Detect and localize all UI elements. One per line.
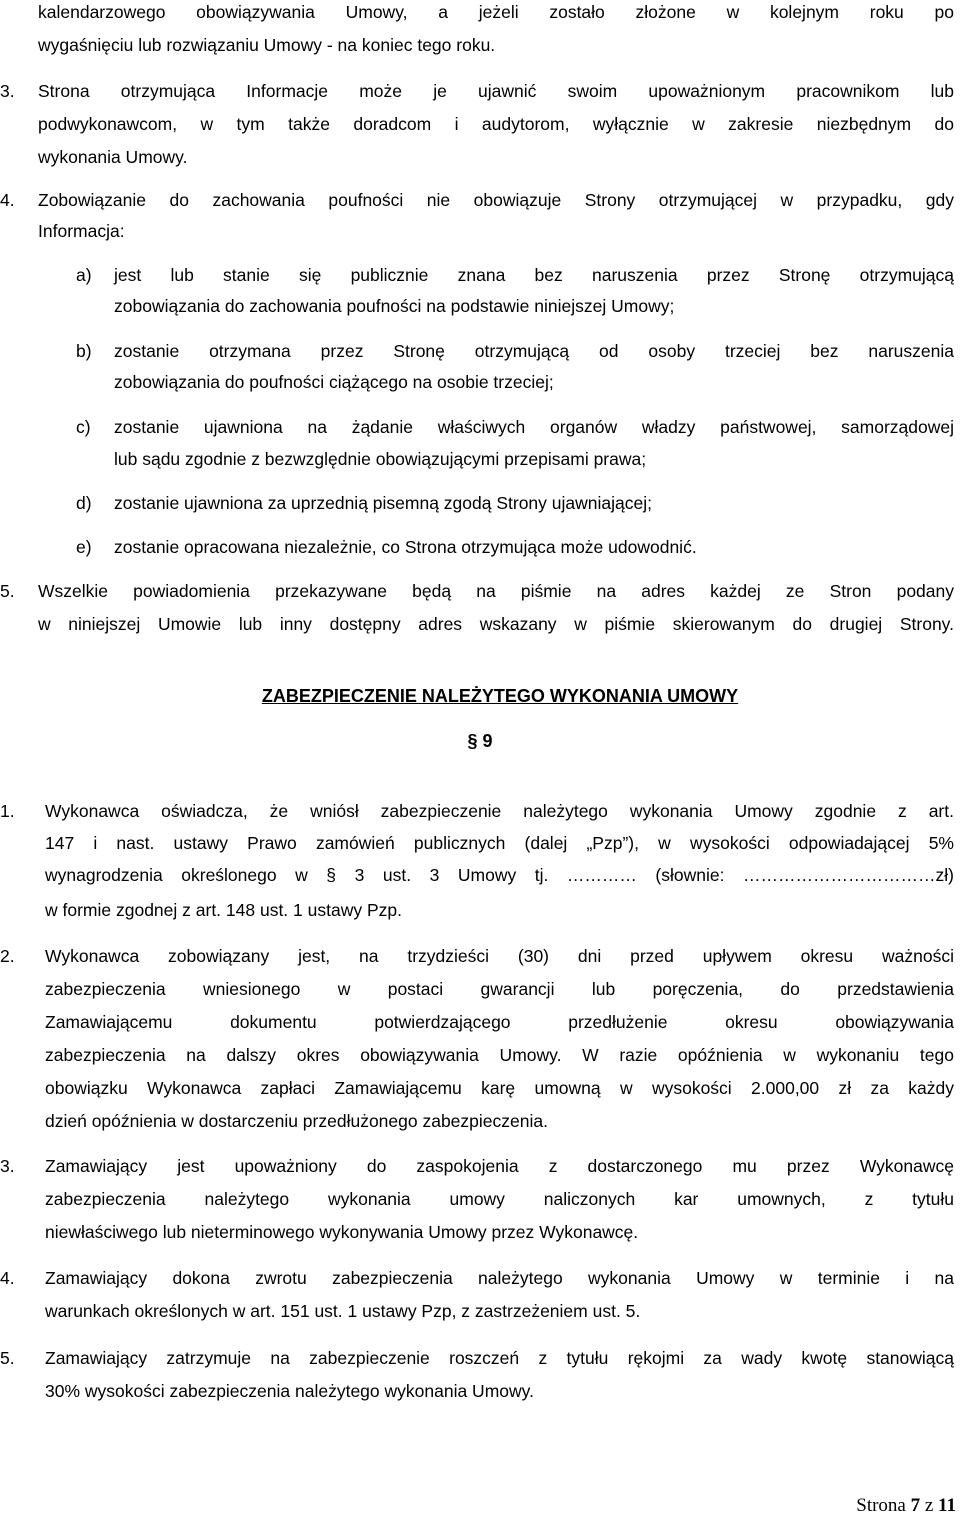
item-letter: a) bbox=[76, 265, 92, 285]
paragraph-line: Zamawiający zatrzymuje na zabezpieczenie roszczeń z tytułu rękojmi za wady kwotę stanowiącą bbox=[45, 1348, 954, 1368]
paragraph-number: 3. bbox=[0, 1156, 15, 1176]
paragraph-line: wygaśnięciu lub rozwiązaniu Umowy - na koniec tego roku. bbox=[38, 35, 496, 55]
paragraph-line: obowiązku Wykonawca zapłaci Zamawiającemu karę umowną w wysokości 2.000,00 zł za każdy bbox=[45, 1078, 954, 1098]
page-label: Strona bbox=[856, 1495, 906, 1516]
paragraph-line: Strona otrzymująca Informacje może je ujawnić swoim upoważnionym pracownikom lub bbox=[38, 81, 954, 101]
paragraph-line: Informacja: bbox=[38, 221, 125, 241]
paragraph-line: dzień opóźnienia w dostarczeniu przedłużonego zabezpieczenia. bbox=[45, 1111, 548, 1131]
item-line: lub sądu zgodnie z bezwzględnie obowiązującymi przepisami prawa; bbox=[114, 449, 647, 469]
paragraph-line: 147 i nast. ustawy Prawo zamówień publicznych (dalej „Pzp”), w wysokości odpowiadającej 5% bbox=[45, 833, 954, 853]
paragraph-line: Zamawiający jest upoważniony do zaspokojenia z dostarczonego mu przez Wykonawcę bbox=[45, 1156, 954, 1176]
item-letter: d) bbox=[76, 493, 92, 513]
paragraph-line: podwykonawcom, w tym także doradcom i audytorom, wyłącznie w zakresie niezbędnym do bbox=[38, 114, 954, 134]
paragraph-line: Zamawiający dokona zwrotu zabezpieczenia należytego wykonania Umowy w terminie i na bbox=[45, 1268, 954, 1288]
paragraph-line: kalendarzowego obowiązywania Umowy, a jeżeli zostało złożone w kolejnym roku po bbox=[38, 2, 954, 22]
paragraph-line: Zobowiązanie do zachowania poufności nie obowiązuje Strony otrzymującej w przypadku, gdy bbox=[38, 190, 954, 210]
item-line: zobowiązania do zachowania poufności na podstawie niniejszej Umowy; bbox=[114, 296, 675, 316]
paragraph-number: 5. bbox=[0, 581, 15, 601]
item-line: zostanie otrzymana przez Stronę otrzymującą od osoby trzeciej bez naruszenia bbox=[114, 341, 954, 361]
paragraph-line: Zamawiającemu dokumentu potwierdzającego przedłużenie okresu obowiązywania bbox=[45, 1012, 954, 1032]
paragraph-line: niewłaściwego lub nieterminowego wykonywania Umowy przez Wykonawcę. bbox=[45, 1222, 639, 1242]
paragraph-number: 4. bbox=[0, 1268, 15, 1288]
paragraph-line: Wszelkie powiadomienia przekazywane będą na piśmie na adres każdej ze Stron podany bbox=[38, 581, 954, 601]
item-letter: c) bbox=[76, 417, 91, 437]
paragraph-line: w niniejszej Umowie lub inny dostępny adres wskazany w piśmie skierowanym do drugiej Strony. bbox=[38, 614, 954, 634]
paragraph-line: zabezpieczenia należytego wykonania umowy naliczonych kar umownych, z tytułu bbox=[45, 1189, 954, 1209]
item-line: zostanie ujawniona za uprzednią pisemną zgodą Strony ujawniającej; bbox=[114, 493, 652, 513]
paragraph-line: wynagrodzenia określonego w § 3 ust. 3 Umowy tj. ………… (słownie: ……………………………zł) bbox=[45, 865, 954, 885]
paragraph-number: 3. bbox=[0, 81, 15, 101]
paragraph-line: wykonania Umowy. bbox=[38, 147, 188, 167]
item-letter: b) bbox=[76, 341, 92, 361]
paragraph-number: 4. bbox=[0, 190, 15, 210]
paragraph-line: zabezpieczenia na dalszy okres obowiązywania Umowy. W razie opóźnienia w wykonaniu tego bbox=[45, 1045, 954, 1065]
paragraph-number: 2. bbox=[0, 946, 15, 966]
item-line: zostanie ujawniona na żądanie właściwych organów władzy państwowej, samorządowej bbox=[114, 417, 954, 437]
paragraph-line: zabezpieczenia wniesionego w postaci gwarancji lub poręczenia, do przedstawienia bbox=[45, 979, 954, 999]
item-letter: e) bbox=[76, 537, 92, 557]
paragraph-line: w formie zgodnej z art. 148 ust. 1 ustawy Pzp. bbox=[45, 900, 402, 920]
page-current: 7 bbox=[910, 1495, 921, 1516]
section-number: § 9 bbox=[467, 731, 493, 751]
item-line: zobowiązania do poufności ciążącego na osobie trzeciej; bbox=[114, 372, 554, 392]
paragraph-line: Wykonawca oświadcza, że wniósł zabezpieczenie należytego wykonania Umowy zgodnie z art. bbox=[45, 801, 954, 821]
section-heading: ZABEZPIECZENIE NALEŻYTEGO WYKONANIA UMOWY bbox=[261, 686, 739, 706]
paragraph-number: 1. bbox=[0, 801, 15, 821]
page-number bbox=[856, 1494, 956, 1518]
item-line: zostanie opracowana niezależnie, co Strona otrzymująca może udowodnić. bbox=[114, 537, 697, 557]
page-total: 11 bbox=[938, 1495, 956, 1516]
paragraph-number: 5. bbox=[0, 1348, 15, 1368]
paragraph-line: 30% wysokości zabezpieczenia należytego wykonania Umowy. bbox=[45, 1381, 534, 1401]
page-separator: z bbox=[924, 1495, 934, 1516]
item-line: jest lub stanie się publicznie znana bez naruszenia przez Stronę otrzymującą bbox=[114, 265, 954, 285]
paragraph-line: warunkach określonych w art. 151 ust. 1 ustawy Pzp, z zastrzeżeniem ust. 5. bbox=[45, 1301, 641, 1321]
paragraph-line: Wykonawca zobowiązany jest, na trzydzieści (30) dni przed upływem okresu ważności bbox=[45, 946, 954, 966]
